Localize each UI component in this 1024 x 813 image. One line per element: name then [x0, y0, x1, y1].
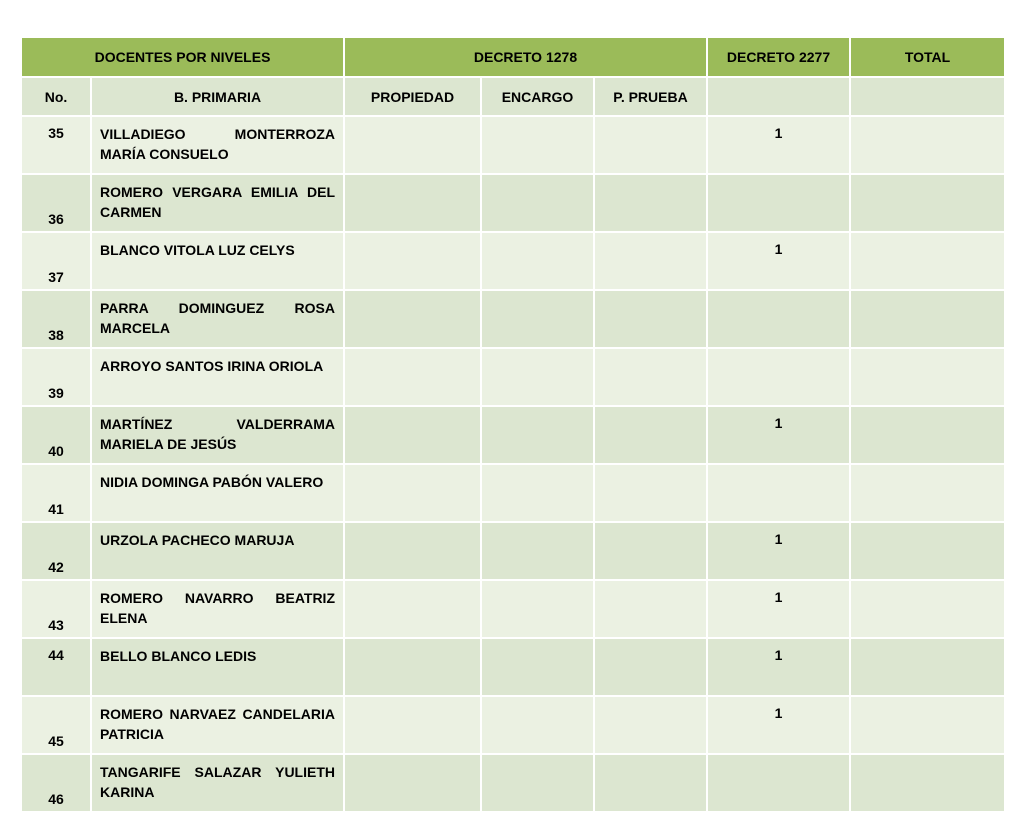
decreto-2277-cell: [707, 174, 850, 232]
row-number-label: 43: [48, 617, 64, 633]
subheader-no: No.: [21, 77, 91, 116]
row-number-label: 42: [48, 559, 64, 575]
row-number-label: 38: [48, 327, 64, 343]
teacher-name: MARTÍNEZ VALDERRAMA MARIELA DE JESÚS: [91, 406, 344, 464]
row-number-label: 35: [48, 125, 64, 141]
total-cell: [850, 464, 1005, 522]
propiedad-cell: [344, 580, 481, 638]
propiedad-cell: [344, 464, 481, 522]
docentes-table-container: [20, 36, 1004, 813]
propiedad-cell: [344, 348, 481, 406]
row-number-label: 45: [48, 733, 64, 749]
subheader-encargo: ENCARGO: [481, 77, 594, 116]
total-cell: [850, 696, 1005, 754]
encargo-cell: [481, 232, 594, 290]
total-cell: [850, 232, 1005, 290]
encargo-cell: [481, 696, 594, 754]
p-prueba-cell: [594, 174, 707, 232]
table-row: [21, 348, 1005, 406]
docentes-table: [20, 36, 1006, 813]
p-prueba-cell: [594, 580, 707, 638]
p-prueba-cell: [594, 116, 707, 174]
table-row: [21, 580, 1005, 638]
row-number: [21, 348, 91, 406]
propiedad-cell: [344, 290, 481, 348]
teacher-name: ROMERO VERGARA EMILIA DEL CARMEN: [91, 174, 344, 232]
teacher-name: VILLADIEGO MONTERROZA MARÍA CONSUELO: [91, 116, 344, 174]
row-number-label: 37: [48, 269, 64, 285]
table-row: [21, 638, 1005, 696]
row-number-label: 41: [48, 501, 64, 517]
decreto-2277-cell: 1: [707, 116, 850, 174]
table-row: [21, 116, 1005, 174]
row-number: [21, 406, 91, 464]
p-prueba-cell: [594, 290, 707, 348]
propiedad-cell: [344, 116, 481, 174]
encargo-cell: [481, 116, 594, 174]
table-row: [21, 290, 1005, 348]
p-prueba-cell: [594, 754, 707, 812]
subheader-total-empty: [850, 77, 1005, 116]
table-row: [21, 174, 1005, 232]
total-cell: [850, 754, 1005, 812]
propiedad-cell: [344, 174, 481, 232]
row-number-label: 39: [48, 385, 64, 401]
p-prueba-cell: [594, 232, 707, 290]
propiedad-cell: [344, 232, 481, 290]
total-cell: [850, 290, 1005, 348]
teacher-name: BELLO BLANCO LEDIS: [91, 638, 344, 696]
p-prueba-cell: [594, 696, 707, 754]
row-number: [21, 232, 91, 290]
decreto-2277-cell: 1: [707, 580, 850, 638]
encargo-cell: [481, 290, 594, 348]
header-row: [21, 37, 1005, 77]
header-decreto-2277: DECRETO 2277: [707, 37, 850, 77]
row-number: [21, 290, 91, 348]
row-number: [21, 696, 91, 754]
total-cell: [850, 174, 1005, 232]
decreto-2277-cell: [707, 348, 850, 406]
teacher-name: ROMERO NARVAEZ CANDELARIA PATRICIA: [91, 696, 344, 754]
teacher-name: TANGARIFE SALAZAR YULIETH KARINA: [91, 754, 344, 812]
decreto-2277-cell: [707, 290, 850, 348]
decreto-2277-cell: 1: [707, 522, 850, 580]
row-number: [21, 754, 91, 812]
propiedad-cell: [344, 754, 481, 812]
decreto-2277-cell: [707, 754, 850, 812]
subheader-row: [21, 77, 1005, 116]
teacher-name: BLANCO VITOLA LUZ CELYS: [91, 232, 344, 290]
row-number-label: 44: [48, 647, 64, 663]
p-prueba-cell: [594, 348, 707, 406]
decreto-2277-cell: 1: [707, 696, 850, 754]
encargo-cell: [481, 580, 594, 638]
teacher-name: URZOLA PACHECO MARUJA: [91, 522, 344, 580]
encargo-cell: [481, 406, 594, 464]
teacher-name: NIDIA DOMINGA PABÓN VALERO: [91, 464, 344, 522]
header-total: TOTAL: [850, 37, 1005, 77]
table-row: [21, 232, 1005, 290]
row-number-label: 46: [48, 791, 64, 807]
p-prueba-cell: [594, 464, 707, 522]
table-row: [21, 754, 1005, 812]
subheader-propiedad: PROPIEDAD: [344, 77, 481, 116]
encargo-cell: [481, 522, 594, 580]
encargo-cell: [481, 754, 594, 812]
propiedad-cell: [344, 406, 481, 464]
decreto-2277-cell: 1: [707, 406, 850, 464]
row-number: [21, 116, 91, 174]
decreto-2277-cell: 1: [707, 638, 850, 696]
encargo-cell: [481, 638, 594, 696]
header-decreto-1278: DECRETO 1278: [344, 37, 707, 77]
encargo-cell: [481, 174, 594, 232]
row-number-label: 36: [48, 211, 64, 227]
total-cell: [850, 522, 1005, 580]
table-row: [21, 522, 1005, 580]
p-prueba-cell: [594, 522, 707, 580]
p-prueba-cell: [594, 406, 707, 464]
decreto-2277-cell: [707, 464, 850, 522]
subheader-p-prueba: P. PRUEBA: [594, 77, 707, 116]
total-cell: [850, 116, 1005, 174]
propiedad-cell: [344, 522, 481, 580]
row-number: [21, 464, 91, 522]
total-cell: [850, 638, 1005, 696]
header-docentes-por-niveles: DOCENTES POR NIVELES: [21, 37, 344, 77]
propiedad-cell: [344, 638, 481, 696]
table-row: [21, 406, 1005, 464]
total-cell: [850, 348, 1005, 406]
teacher-name: PARRA DOMINGUEZ ROSA MARCELA: [91, 290, 344, 348]
encargo-cell: [481, 464, 594, 522]
propiedad-cell: [344, 696, 481, 754]
row-number: [21, 522, 91, 580]
table-row: [21, 464, 1005, 522]
table-row: [21, 696, 1005, 754]
decreto-2277-cell: 1: [707, 232, 850, 290]
subheader-decreto-2277-empty: [707, 77, 850, 116]
teacher-name: ARROYO SANTOS IRINA ORIOLA: [91, 348, 344, 406]
row-number-label: 40: [48, 443, 64, 459]
row-number: [21, 580, 91, 638]
p-prueba-cell: [594, 638, 707, 696]
row-number: [21, 638, 91, 696]
subheader-b-primaria: B. PRIMARIA: [91, 77, 344, 116]
teacher-name: ROMERO NAVARRO BEATRIZ ELENA: [91, 580, 344, 638]
encargo-cell: [481, 348, 594, 406]
total-cell: [850, 580, 1005, 638]
row-number: [21, 174, 91, 232]
total-cell: [850, 406, 1005, 464]
